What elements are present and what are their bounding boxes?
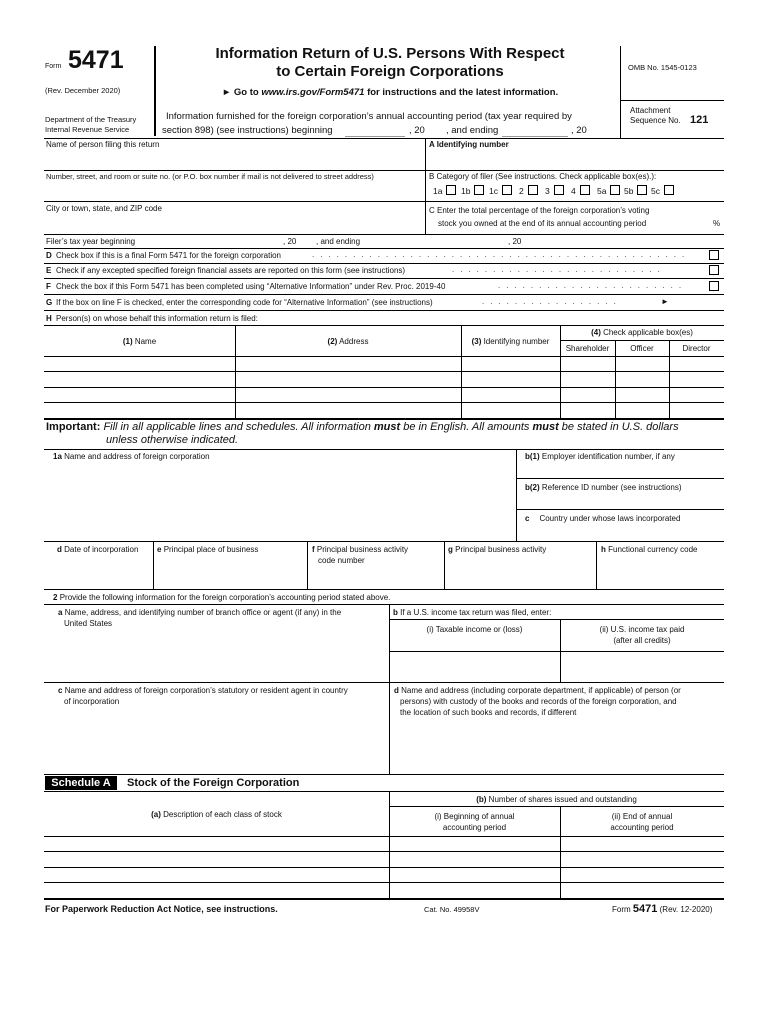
col-end-header-2: accounting period <box>610 823 674 832</box>
line-h-text: Person(s) on whose behalf this information return is filed: <box>56 314 258 323</box>
schedule-a-badge: Schedule A <box>45 776 117 790</box>
filer-tax-year-label: Filer’s tax year beginning <box>46 237 136 246</box>
checkbox-5b[interactable] <box>637 185 647 195</box>
line-2a-label-2: United States <box>64 619 113 628</box>
table-row[interactable] <box>44 372 724 386</box>
col-address-header: (2) Address <box>327 337 369 346</box>
filer-name-label: Name of person filing this return <box>46 140 160 149</box>
form-title-line2: to Certain Foreign Corporations <box>276 63 504 80</box>
line-2b-label: b If a U.S. income tax return was filed, enter: <box>393 608 552 617</box>
line-2d-label-3: the location of such books and records, if different <box>400 708 577 717</box>
voting-stock-label-2: stock you owned at the end of its annual accounting period <box>438 219 647 228</box>
line-1a-label: 1a Name and address of foreign corporation <box>53 452 210 461</box>
line-1h-label: h Functional currency code <box>601 545 698 554</box>
percent-sign: % <box>713 219 721 228</box>
street-address-field[interactable] <box>46 183 422 201</box>
reference-id-field[interactable] <box>520 494 722 508</box>
filer-category-checkboxes: 1a 1b 1c 2 3 4 5a 5b 5c <box>433 185 683 197</box>
footer-form-id: Form 5471 (Rev. 12-2020) <box>612 903 713 915</box>
sequence-number: 121 <box>690 114 709 126</box>
line-e-text: Check if any excepted specified foreign financial assets are reported on this form (see instructions) <box>56 266 406 275</box>
line-2d-label: d Name and address (including corporate department, if applicable) of person (or <box>394 686 681 695</box>
form-number: 5471 <box>68 46 124 74</box>
line-2-intro: 2 Provide the following information for the foreign corporation’s accounting period stated above. <box>53 593 391 602</box>
col-tax-paid-header-2: (after all credits) <box>613 636 671 645</box>
col-officer-header: Officer <box>630 344 654 353</box>
activity-code-field[interactable] <box>312 568 440 588</box>
arrow-icon: ► <box>661 297 669 306</box>
period-line2-20b: , 20 <box>571 125 587 136</box>
checkbox-alternative-info[interactable] <box>709 281 719 291</box>
period-begin-field[interactable] <box>345 136 405 137</box>
instructions-url[interactable]: www.irs.gov/Form5471 <box>261 87 365 98</box>
line-1e-label: e Principal place of business <box>157 545 259 554</box>
statutory-agent-field[interactable] <box>48 709 385 772</box>
period-end-field[interactable] <box>502 136 568 137</box>
revision-date: (Rev. December 2020) <box>45 86 121 95</box>
line-2c-label-2: of incorporation <box>64 697 120 706</box>
checkbox-excepted-assets[interactable] <box>709 265 719 275</box>
col-shareholder-header: Shareholder <box>565 344 610 353</box>
col-tax-paid-header: (ii) U.S. income tax paid <box>599 625 685 634</box>
sequence-label: Sequence No. <box>630 116 681 125</box>
col-beginning-header-2: accounting period <box>442 823 507 832</box>
dept-treasury: Department of the Treasury <box>45 115 137 124</box>
table-row[interactable] <box>44 357 724 371</box>
table-row[interactable] <box>44 868 724 882</box>
identifying-number-label: A Identifying number <box>429 140 509 149</box>
tax-paid-field[interactable] <box>563 653 721 680</box>
period-line2-begin: section 898) (see instructions) beginning <box>162 125 333 136</box>
line-1c-label: c Country under whose laws incorporated <box>525 514 681 523</box>
table-row[interactable] <box>44 883 724 897</box>
activity-field[interactable] <box>448 557 593 587</box>
attachment-label: Attachment <box>630 106 671 115</box>
line-2c-label: c Name and address of foreign corporation’s statutory or resident agent in country <box>58 686 348 695</box>
line-2d-label-2: persons) with custody of the books and records of the foreign corporation, and <box>400 697 677 706</box>
line-d-text: Check box if this is a final Form 5471 for the foreign corporation <box>56 251 281 260</box>
col-check-header: (4) Check applicable box(es) <box>591 328 693 337</box>
checkbox-2[interactable] <box>528 185 538 195</box>
city-state-zip-label: City or town, state, and ZIP code <box>46 204 162 213</box>
currency-code-field[interactable] <box>600 557 722 587</box>
checkbox-1a[interactable] <box>446 185 456 195</box>
filer-name-field[interactable] <box>46 151 422 169</box>
instructions-link-line: ► Go to www.irs.gov/Form5471 for instructions and the latest information. <box>221 87 559 98</box>
table-row[interactable] <box>44 388 724 402</box>
form-title-line1: Information Return of U.S. Persons With Respect <box>215 45 565 62</box>
filer-year-ending: , and ending <box>316 237 361 246</box>
line-f-text: Check the box if this Form 5471 has been completed using “Alternative Information” under Rev. Proc. 2019-40 <box>56 282 446 291</box>
checkbox-3[interactable] <box>554 185 564 195</box>
filer-year-20a: , 20 <box>283 237 297 246</box>
table-row[interactable] <box>44 852 724 866</box>
filer-year-end-field[interactable] <box>372 236 507 247</box>
period-line1: Information furnished for the foreign corporation’s annual accounting period (tax year required by <box>166 111 572 122</box>
country-incorporated-field[interactable] <box>520 525 722 539</box>
date-incorporation-field[interactable] <box>48 557 150 587</box>
branch-office-field[interactable] <box>48 631 385 681</box>
important-notice-line2: unless otherwise indicated. <box>106 434 239 446</box>
line-g-text: If the box on line F is checked, enter the corresponding code for “Alternative Information” (see instructions) <box>56 298 433 307</box>
line-1d-label: d Date of incorporation <box>57 545 139 554</box>
important-notice: Important: Fill in all applicable lines and schedules. All information must be in English. All amounts must be stated in U.S. dollars <box>46 421 679 433</box>
col-id-header: (3) Identifying number <box>471 337 550 346</box>
city-state-zip-field[interactable] <box>46 215 422 233</box>
checkbox-1b[interactable] <box>474 185 484 195</box>
period-line2-ending: , and ending <box>446 125 499 136</box>
line-1g-label: g Principal business activity <box>448 545 547 554</box>
form-word: Form <box>45 63 62 70</box>
col-name-header: (1) Name <box>122 337 157 346</box>
omb-number: OMB No. 1545-0123 <box>628 63 697 72</box>
filer-year-begin-field[interactable] <box>150 236 280 247</box>
line-1b2-label: b(2) Reference ID number (see instructions) <box>525 483 682 492</box>
principal-place-field[interactable] <box>157 557 304 587</box>
street-address-label: Number, street, and room or suite no. (or P.O. box number if mail is not delivered to street address) <box>46 172 374 181</box>
voting-stock-label-1: C Enter the total percentage of the foreign corporation’s voting <box>429 206 650 215</box>
table-row[interactable] <box>44 837 724 851</box>
col-end-header: (ii) End of annual <box>611 812 673 821</box>
line-1b1-label: b(1) Employer identification number, if any <box>525 452 675 461</box>
filer-year-20b: , 20 <box>508 237 522 246</box>
taxable-income-field[interactable] <box>392 653 557 680</box>
catalog-number: Cat. No. 49958V <box>424 905 480 914</box>
checkbox-5c[interactable] <box>664 185 674 195</box>
col-shares-header: (b) Number of shares issued and outstanding <box>476 795 637 804</box>
period-line2-20a: , 20 <box>409 125 425 136</box>
paperwork-notice: For Paperwork Reduction Act Notice, see instructions. <box>45 904 278 914</box>
identifying-number-field[interactable] <box>429 151 721 169</box>
col-stock-class-header: (a) Description of each class of stock <box>151 810 282 819</box>
col-beginning-header: (i) Beginning of annual <box>434 812 515 821</box>
ein-field[interactable] <box>520 463 722 477</box>
checkbox-4[interactable] <box>580 185 590 195</box>
filer-category-label: B Category of filer (See instructions. Check applicable box(es).): <box>429 172 657 181</box>
schedule-a-title: Stock of the Foreign Corporation <box>127 777 300 789</box>
checkbox-1c[interactable] <box>502 185 512 195</box>
line-1f-label: f Principal business activity <box>312 545 409 554</box>
table-row[interactable] <box>44 403 724 417</box>
line-2a-label: a Name, address, and identifying number of branch office or agent (if any) in the <box>58 608 342 617</box>
col-taxable-income-header: (i) Taxable income or (loss) <box>426 625 523 634</box>
voting-stock-percent-field[interactable] <box>680 216 712 228</box>
checkbox-final-form[interactable] <box>709 250 719 260</box>
line-1f-label-2: code number <box>318 556 365 565</box>
checkbox-5a[interactable] <box>610 185 620 195</box>
foreign-corp-name-address-field[interactable] <box>48 464 512 538</box>
col-director-header: Director <box>682 344 711 353</box>
books-custodian-field[interactable] <box>394 720 721 772</box>
alternative-info-code-field[interactable] <box>672 296 722 307</box>
dept-irs: Internal Revenue Service <box>45 125 130 134</box>
